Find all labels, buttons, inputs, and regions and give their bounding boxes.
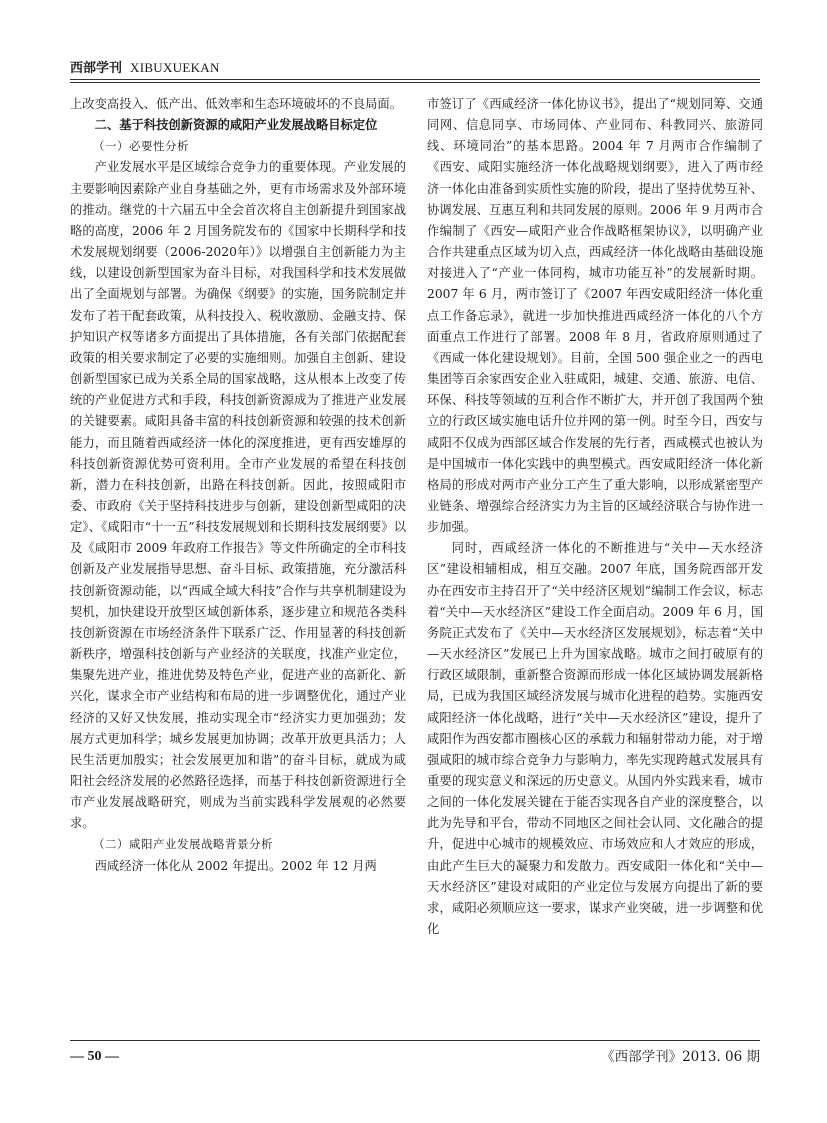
- subsection-heading: （二）咸阳产业发展战略背景分析: [93, 837, 273, 852]
- paragraph: 产业发展水平是区域综合竞争力的重要体现。产业发展的主要影响因素除产业自身基础之外，更有市场需求及外部环境的推动。继党的十六届五中全会首次将自主创新提升到国家战略的高度，2006 年 2 月国务院发布的《国家中长期科学和技术发展规划纲要（2006-2020年）》以增强自主创新能力为主线，以建设创新型国家为奋斗目标，对我国科学和技术发展做出了全面规划与部署。为确保《纲要》的实施，国务院制定并发布了若干配套政策，从科技投入、税收激励、金融支持、保护知识产权等诸多方面提出了具体措施，各有关部门依据配套政策的相关要求制定了必要的实施细则。加强自主创新、建设创新型国家已成为关系全局的国家战略，这从根本上改变了传统的产业促进方式和手段，科技创新资源成为了推进产业发展的关键要素。咸阳具备丰富的科技创新资源和较强的技术创新能力，而且随着西咸经济一体化的深度推进，更有西安雄厚的科技创新资源优势可资利用。全市产业发展的希望在科技创新，潜力在科技创新，出路在科技创新。因此，按照咸阳市委、市政府《关于坚持科技进步与创新，建设创新型咸阳的决定》、《咸阳市“十一五”科技发展规划和长期科技发展纲要》以及《咸阳市 2009 年政府工作报告》等文件所确定的全市科技创新及产业发展指导思想、奋斗目标、政策措施，充分激活科技创新资源动能，以“西咸全域大科技”合作与共享机制建设为契机，加快建设开放型区域创新体系，逐步建立和规范各类科技创新资源在市场经济条件下联系广泛、作用显著的科技创新新秩序，增强科技创新与产业经济的关联度，找准产业定位，集聚先进产业，推进优势及特色产业，促进产业的高新化、新兴化，谋求全市产业结构和布局的进一步调整优化，通过产业经济的又好又快发展，推动实现全市“经济实力更加强劲；发展方式更加科学；城乡发展更加协调；改革开放更具活力；人民生活更加殷实；社会发展更加和谐”的奋斗目标，就成为咸阳社会经济发展的必然路径选择，而基于科技创新资源进行全市产业发展战略研究，则成为当前实践科学发展观的必然要求。: [70, 160, 406, 831]
- paragraph: 市签订了《西咸经济一体化协议书》，提出了“规划同筹、交通同网、信息同享、市场同体、产业同布、科教同兴、旅游同线、环境同治”的基本思路。2004 年 7 月两市合作编制了《西安、咸阳实施经济一体化战略规划纲要》，进入了两市经济一体化由准备到实质性实施的阶段，提出了坚持优势互补、协调发展、互惠互利和共同发展的原则。2006 年 9 月两市合作编制了《西安—咸阳产业合作战略框架协议》，以明确产业合作共建重点区域为切入点，西咸经济一体化战略由基础设施对接进入了“产业一体同构，城市功能互补”的发展新时期。2007 年 6 月，两市签订了《2007 年西安咸阳经济一体化重点工作备忘录》，就进一步加快推进西咸经济一体化的八个方面重点工作进行了部署。2008 年 8 月，省政府原则通过了《西咸一体化建设规划》。目前，全国 500 强企业之一的西电集团等百余家西安企业入驻咸阳，城建、交通、旅游、电信、环保、科技等领域的互利合作不断扩大，并开创了我国两个独立的行政区域实施电话升位并网的第一例。时至今日，西安与咸阳不仅成为西部区域合作发展的先行者，西咸模式也被认为是中国城市一体化实践中的典型模式。西安咸阳经济一体化新格局的形成对两市产业分工产生了重大影响，以形成紧密型产业链条、增强综合经济实力为主旨的区域经济联合与协作进一步加强。: [427, 97, 763, 535]
- paragraph: 同时，西咸经济一体化的不断推进与“关中—天水经济区”建设相辅相成，相互交融。2007 年底，国务院西部开发办在西安市主持召开了“关中经济区规划”编制工作会议，标志着“关中—天水经济区”建设工作全面启动。2009 年 6 月，国务院正式发布了《关中—天水经济区发展规划》，标志着“关中—天水经济区”发展已上升为国家战略。城市之间打破原有的行政区域限制，重新整合资源而形成一体化区域协调发展新格局，已成为我国区域经济发展与城市化进程的趋势。实施西安咸阳经济一体化战略，进行“关中—天水经济区”建设，提升了咸阳作为西安都市圈核心区的承载力和辐射带动力能，对于增强咸阳的城市综合竞争力与影响力，率先实现跨越式发展具有重要的现实意义和深远的历史意义。从国内外实践来看，城市之间的一体化发展关键在于能否实现各自产业的深度整合，以此为先导和平台，带动不同地区之间社会认同、文化融合的提升，促进中心城市的规模效应、市场效应和人才效应的形成，由此产生巨大的凝聚力和发散力。西安咸阳一体化和“关中—天水经济区”建设对咸阳的产业定位与发展方向提出了新的要求，咸阳必须顺应这一要求，谋求产业突破，进一步调整和优化: [427, 541, 763, 937]
- footer-rule: [70, 1040, 760, 1041]
- section-heading: 二、基于科技创新资源的咸阳产业发展战略目标定位: [94, 118, 378, 133]
- header-rule: [70, 79, 760, 80]
- subsection-heading: （一）必要性分析: [93, 139, 189, 154]
- running-header: [70, 60, 220, 77]
- journal-title: 西部学刊: [70, 61, 123, 76]
- paragraph: 上改变高投入、低产出、低效率和生态环境破坏的不良局面。: [70, 97, 403, 111]
- paragraph: 西咸经济一体化从 2002 年提出。2002 年 12 月两: [94, 858, 377, 873]
- page-number: — 50 —: [70, 1049, 119, 1064]
- header-rule-thin: [70, 82, 760, 83]
- journal-pinyin: XIBUXUEKAN: [130, 60, 220, 75]
- right-column: [427, 94, 763, 1034]
- issue-label: 《西部学刊》2013. 06 期: [601, 1049, 760, 1065]
- left-column: [70, 94, 406, 1034]
